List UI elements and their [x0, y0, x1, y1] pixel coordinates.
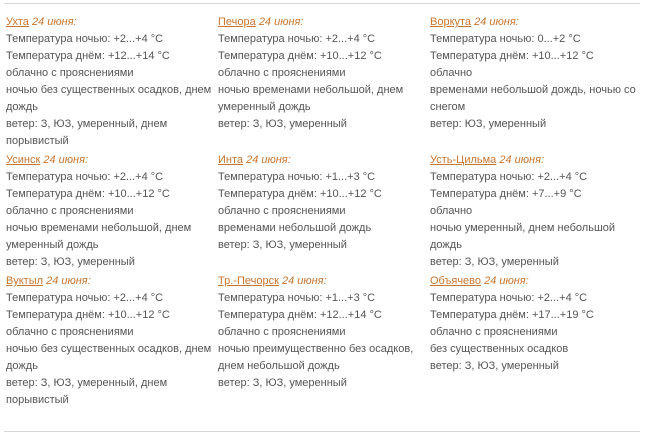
precipitation: временами небольшой дождь, ночью со снегом [430, 84, 636, 113]
forecast-date: 24 июня: [484, 275, 529, 287]
cloudiness: облачно [430, 67, 473, 79]
wind: ветер: З, ЮЗ, умеренный [218, 239, 347, 251]
wind: ветер: З, ЮЗ, умеренный [430, 256, 559, 268]
city-heading [218, 152, 430, 169]
city-heading [218, 14, 430, 31]
day-temperature: Температура днём: +7...+9 °C [430, 188, 582, 200]
night-temperature: Температура ночью: 0...+2 °C [430, 33, 581, 45]
forecast-date: 24 июня: [43, 154, 89, 166]
forecast-date: 24 июня: [281, 275, 327, 287]
night-temperature: Температура ночью: +2...+4 °C [430, 171, 588, 183]
cloudiness: облачно [430, 205, 473, 217]
precipitation: ночью временами небольшой, днем умеренный дождь [6, 222, 192, 251]
forecast-grid [6, 14, 646, 411]
precipitation: ночью временами небольшой, днем умеренный дождь [218, 84, 404, 113]
day-temperature: Температура днём: +10...+12 °C [218, 188, 382, 200]
city-forecast [430, 273, 642, 411]
precipitation: ночью умеренный, днем небольшой дождь [430, 222, 616, 251]
forecast-date: 24 июня: [499, 154, 545, 166]
precipitation: ночью без существенных осадков, днем дождь [6, 343, 212, 372]
precipitation: без существенных осадков [430, 343, 569, 355]
city-link[interactable]: Тр.-Печорск [218, 275, 279, 287]
wind: ветер: ЮЗ, умеренный [430, 118, 547, 130]
city-link[interactable]: Воркута [430, 16, 472, 28]
wind: ветер: З, ЮЗ, умеренный, днем порывистый [6, 377, 168, 406]
night-temperature: Температура ночью: +2...+4 °C [6, 33, 164, 45]
city-forecast [218, 273, 430, 411]
city-heading [6, 14, 218, 31]
bottom-divider [4, 431, 640, 432]
day-temperature: Температура днём: +10...+12 °C [6, 188, 170, 200]
city-forecast [218, 14, 430, 152]
forecast-date: 24 июня: [474, 16, 519, 28]
city-forecast [430, 152, 642, 273]
cloudiness: облачно с прояснениями [430, 326, 558, 338]
city-link[interactable]: Усинск [6, 154, 41, 166]
wind: ветер: З, ЮЗ, умеренный [218, 377, 347, 389]
night-temperature: Температура ночью: +2...+4 °C [430, 292, 588, 304]
city-forecast [218, 152, 430, 273]
city-heading [430, 14, 642, 31]
city-link[interactable]: Инта [218, 154, 244, 166]
wind: ветер: З, ЮЗ, умеренный [430, 360, 559, 372]
day-temperature: Температура днём: +10...+12 °C [430, 50, 594, 62]
city-link[interactable]: Печора [218, 16, 256, 28]
forecast-date: 24 июня: [258, 16, 304, 28]
precipitation: ночью преимущественно без осадков, днем небольшой дождь [218, 343, 414, 372]
city-link[interactable]: Усть-Цильма [430, 154, 497, 166]
day-temperature: Температура днём: +10...+12 °C [6, 309, 170, 321]
wind: ветер: З, ЮЗ, умеренный, днем порывистый [6, 118, 168, 147]
night-temperature: Температура ночью: +2...+4 °C [6, 292, 164, 304]
day-temperature: Температура днём: +12...+14 °C [218, 309, 382, 321]
city-heading [430, 273, 642, 290]
cloudiness: облачно с прояснениями [6, 326, 134, 338]
city-link[interactable]: Ухта [6, 16, 29, 28]
city-link[interactable]: Вуктыл [6, 275, 44, 287]
cloudiness: облачно с прояснениями [218, 67, 346, 79]
city-heading [6, 273, 218, 290]
day-temperature: Температура днём: +12...+14 °C [6, 50, 170, 62]
wind: ветер: З, ЮЗ, умеренный [218, 118, 347, 130]
day-temperature: Температура днём: +17...+19 °C [430, 309, 594, 321]
forecast-date: 24 июня: [246, 154, 291, 166]
precipitation: временами небольшой дождь [218, 222, 372, 234]
cloudiness: облачно с прояснениями [6, 205, 134, 217]
forecast-date: 24 июня: [46, 275, 91, 287]
city-heading [430, 152, 642, 169]
cloudiness: облачно с прояснениями [6, 67, 134, 79]
top-divider [4, 3, 640, 4]
cloudiness: облачно с прояснениями [218, 205, 346, 217]
city-heading [6, 152, 218, 169]
cloudiness: облачно с прояснениями [218, 326, 346, 338]
city-forecast [6, 14, 218, 152]
night-temperature: Температура ночью: +1...+3 °C [218, 171, 376, 183]
city-heading [218, 273, 430, 290]
night-temperature: Температура ночью: +2...+4 °C [6, 171, 164, 183]
city-forecast [6, 273, 218, 411]
precipitation: ночью без существенных осадков, днем дождь [6, 84, 212, 113]
city-forecast [6, 152, 218, 273]
day-temperature: Температура днём: +10...+12 °C [218, 50, 382, 62]
wind: ветер: З, ЮЗ, умеренный [6, 256, 135, 268]
city-link[interactable]: Объячево [430, 275, 482, 287]
night-temperature: Температура ночью: +2...+4 °C [218, 33, 376, 45]
night-temperature: Температура ночью: +1...+3 °C [218, 292, 376, 304]
forecast-date: 24 июня: [31, 16, 77, 28]
city-forecast [430, 14, 642, 152]
